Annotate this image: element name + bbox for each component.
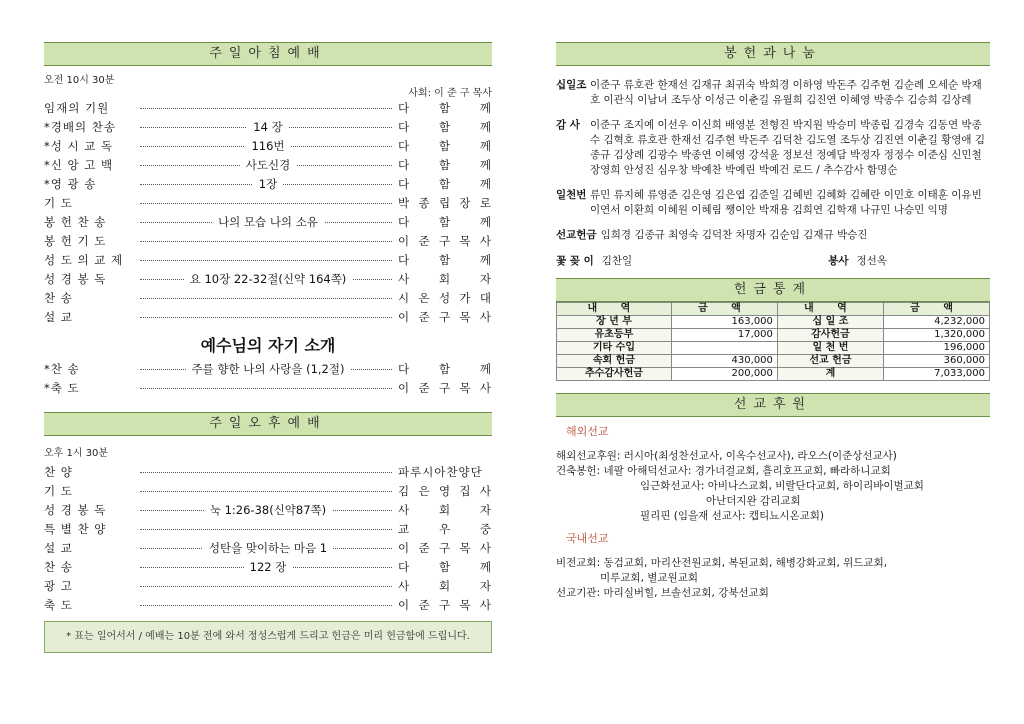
item-cell: 추수감사헌금 bbox=[557, 368, 672, 381]
leader-dots bbox=[140, 586, 392, 587]
order-item bbox=[44, 289, 492, 308]
order-leader: 박 종 립 장 로 bbox=[398, 196, 492, 210]
order-item bbox=[44, 137, 492, 156]
order-item bbox=[44, 194, 492, 213]
service-row bbox=[556, 253, 990, 268]
table-row bbox=[557, 342, 990, 355]
order-detail bbox=[164, 118, 372, 137]
order-item bbox=[44, 270, 492, 289]
order-item bbox=[44, 539, 492, 558]
detail-text: 성탄을 맞이하는 마음 1 bbox=[203, 541, 333, 555]
order-label: *경배의 찬송 bbox=[44, 120, 116, 134]
list-item: 건축봉헌: 네팔 아해덕선교사: 경가너걸교회, 흘리호프교회, 빠라하니교회 bbox=[556, 465, 891, 477]
order-item bbox=[44, 99, 492, 118]
order-label: 봉 헌 찬 송 bbox=[44, 215, 107, 229]
morning-header: 주일아침예배 bbox=[44, 42, 492, 66]
list-item: 필리핀 (임을재 선교사: 캡티뇨시온교회) bbox=[640, 510, 825, 522]
order-leader: 이 준 구 목 사 bbox=[398, 310, 492, 324]
morning-closing-list bbox=[44, 360, 492, 398]
leader-dots bbox=[140, 203, 392, 204]
order-item bbox=[44, 558, 492, 577]
order-detail bbox=[164, 137, 372, 156]
leader-dots bbox=[140, 388, 392, 389]
order-detail bbox=[164, 175, 372, 194]
item-cell: 일 천 번 bbox=[777, 342, 883, 355]
morning-order-list bbox=[44, 99, 492, 327]
flower-label: 꽃 꽂 이 bbox=[556, 255, 594, 267]
order-item bbox=[44, 596, 492, 615]
order-label: 설 교 bbox=[44, 541, 73, 555]
detail-text: 나의 모습 나의 소유 bbox=[212, 215, 324, 229]
order-item bbox=[44, 501, 492, 520]
offering-header: 봉헌과나눔 bbox=[556, 42, 990, 66]
offering-stats-table bbox=[556, 302, 990, 381]
item-cell: 장 년 부 bbox=[557, 316, 672, 329]
serve-value: 정선옥 bbox=[856, 255, 887, 267]
detail-text: 122 장 bbox=[244, 560, 293, 574]
item-cell: 기타 수입 bbox=[557, 342, 672, 355]
order-leader: 교 우 중 bbox=[398, 522, 492, 536]
order-label: 기 도 bbox=[44, 484, 73, 498]
offering-groups bbox=[556, 78, 990, 268]
order-label: *성 시 교 독 bbox=[44, 139, 114, 153]
order-leader: 김 은 영 집 사 bbox=[398, 484, 492, 498]
thousand-group bbox=[556, 188, 990, 218]
table-row bbox=[557, 355, 990, 368]
amount-cell: 4,232,000 bbox=[883, 316, 989, 329]
amount-cell: 1,320,000 bbox=[883, 329, 989, 342]
column-header: 금 액 bbox=[671, 303, 777, 316]
order-item bbox=[44, 175, 492, 194]
morning-time: 오전 10시 30분 bbox=[44, 75, 115, 86]
order-item bbox=[44, 379, 492, 398]
order-label: *축 도 bbox=[44, 381, 80, 395]
item-cell: 속회 헌금 bbox=[557, 355, 672, 368]
order-item bbox=[44, 482, 492, 501]
order-leader: 파루시아찬양단 bbox=[398, 465, 483, 479]
order-item bbox=[44, 463, 492, 482]
order-detail bbox=[164, 501, 372, 520]
item-cell: 계 bbox=[777, 368, 883, 381]
stats-header: 헌금통계 bbox=[556, 278, 990, 302]
order-label: 임재의 기원 bbox=[44, 101, 110, 115]
order-label: 봉 헌 기 도 bbox=[44, 234, 107, 248]
order-leader: 다 함 께 bbox=[398, 215, 492, 229]
detail-text: 눅 1:26-38(신약87쪽) bbox=[204, 503, 332, 517]
order-label: 축 도 bbox=[44, 598, 73, 612]
afternoon-time: 오후 1시 30분 bbox=[44, 448, 109, 459]
order-item bbox=[44, 232, 492, 251]
order-leader: 사 회 자 bbox=[398, 503, 492, 517]
amount-cell: 17,000 bbox=[671, 329, 777, 342]
leader-dots bbox=[140, 472, 392, 473]
amount-cell: 7,033,000 bbox=[883, 368, 989, 381]
order-leader: 다 함 께 bbox=[398, 253, 492, 267]
notice-box: * 표는 일어서서 / 예배는 10분 전에 와서 정성스럽게 드리고 헌금은 미리 헌금함에 드립니다. bbox=[44, 621, 492, 653]
order-label: *영 광 송 bbox=[44, 177, 97, 191]
leader-dots bbox=[140, 108, 392, 109]
order-leader: 다 함 께 bbox=[398, 139, 492, 153]
order-leader: 다 함 께 bbox=[398, 362, 492, 376]
moderator: 사회: 이 준 구 목사 bbox=[408, 88, 492, 99]
leader-dots bbox=[140, 317, 392, 318]
order-item bbox=[44, 308, 492, 327]
sermon-title: 예수님의 자기 소개 bbox=[200, 336, 336, 355]
serve-label: 봉사 bbox=[828, 255, 849, 267]
group-label: 일천번 bbox=[556, 189, 587, 201]
order-detail bbox=[164, 213, 372, 232]
overseas-list bbox=[556, 449, 990, 524]
domestic-list bbox=[556, 556, 990, 601]
afternoon-header: 주일오후예배 bbox=[44, 412, 492, 436]
list-item: 비전교회: 동검교회, 마리산전원교회, 복된교회, 해병강화교회, 위드교회, bbox=[556, 557, 888, 569]
detail-text: 요 10장 22-32절(신약 164쪽) bbox=[184, 272, 353, 286]
order-item bbox=[44, 118, 492, 137]
mission-header: 선교후원 bbox=[556, 393, 990, 417]
order-leader: 이 준 구 목 사 bbox=[398, 541, 492, 555]
flower-value: 김찬일 bbox=[601, 255, 633, 267]
item-cell: 선교 헌금 bbox=[777, 355, 883, 368]
amount-cell: 163,000 bbox=[671, 316, 777, 329]
order-leader: 이 준 구 목 사 bbox=[398, 234, 492, 248]
leader-dots bbox=[140, 529, 392, 530]
order-detail bbox=[164, 360, 372, 379]
list-item: 아난더지완 감리교회 bbox=[706, 495, 801, 507]
order-label: *신 앙 고 백 bbox=[44, 158, 114, 172]
afternoon-order-list bbox=[44, 463, 492, 615]
detail-text: 14 장 bbox=[247, 120, 288, 134]
order-label: 찬 양 bbox=[44, 465, 73, 479]
group-names: 류민 류지혜 류영준 김은영 김은엽 김준일 김혜빈 김혜화 김혜란 이민호 이태훈 이유빈 이연서 이환희 이혜원 이혜림 쨍이안 박재용 김희연 김학재 나규민 나승민 익명 bbox=[590, 189, 982, 216]
detail-text: 116번 bbox=[245, 139, 290, 153]
group-label: 감 사 bbox=[556, 119, 580, 131]
list-item: 임근화선교사: 아비나스교회, 비랄단다교회, 하이리바이벌교회 bbox=[640, 480, 924, 492]
detail-text: 주를 향한 나의 사랑을 (1,2절) bbox=[186, 362, 351, 376]
order-item bbox=[44, 577, 492, 596]
mission-offering-group bbox=[556, 228, 990, 243]
table-row bbox=[557, 368, 990, 381]
order-detail bbox=[164, 270, 372, 289]
order-label: 기 도 bbox=[44, 196, 73, 210]
order-item bbox=[44, 360, 492, 379]
group-label: 십일조 bbox=[556, 79, 587, 91]
order-leader: 이 준 구 목 사 bbox=[398, 598, 492, 612]
group-names: 이준구 류호관 한재선 김재규 최귀숙 박희경 이하영 박돈주 김주현 김순례 오세순 박재호 이관식 이남녀 조두상 이성근 이춘길 유월희 김진연 이혜영 박종수 김승희 김상례 bbox=[590, 79, 982, 106]
amount-cell bbox=[671, 342, 777, 355]
item-cell: 유초등부 bbox=[557, 329, 672, 342]
amount-cell: 200,000 bbox=[671, 368, 777, 381]
order-leader: 다 함 께 bbox=[398, 101, 492, 115]
column-header: 금 액 bbox=[883, 303, 989, 316]
table-header-row bbox=[557, 303, 990, 316]
order-label: 성 경 봉 독 bbox=[44, 272, 107, 286]
right-column bbox=[556, 42, 990, 601]
leader-dots bbox=[140, 491, 392, 492]
order-label: 설 교 bbox=[44, 310, 73, 324]
order-label: 찬 송 bbox=[44, 291, 73, 305]
order-label: 성 경 봉 독 bbox=[44, 503, 107, 517]
table-row bbox=[557, 316, 990, 329]
amount-cell: 430,000 bbox=[671, 355, 777, 368]
item-cell: 감사헌금 bbox=[777, 329, 883, 342]
order-detail bbox=[164, 539, 372, 558]
order-leader: 시 온 성 가 대 bbox=[398, 291, 492, 305]
order-leader: 다 함 께 bbox=[398, 177, 492, 191]
column-header: 내 역 bbox=[557, 303, 672, 316]
thanks-group bbox=[556, 118, 990, 178]
order-label: 성 도 의 교 제 bbox=[44, 253, 124, 267]
order-label: 광 고 bbox=[44, 579, 73, 593]
order-item bbox=[44, 520, 492, 539]
order-item bbox=[44, 251, 492, 270]
order-leader: 다 함 께 bbox=[398, 560, 492, 574]
order-leader: 다 함 께 bbox=[398, 158, 492, 172]
order-label: 찬 송 bbox=[44, 560, 73, 574]
list-item: 선교기관: 마리실버힐, 브솔선교회, 강북선교회 bbox=[556, 587, 769, 599]
leader-dots bbox=[140, 241, 392, 242]
group-names: 이준구 조지예 이선우 이신희 배영분 전형진 박지원 박승미 박종립 김경숙 김동연 박종수 김혁호 류호관 한재선 김주현 박돈주 김덕찬 김도열 조두상 김진연 이춘길 황영애 김종규 김상례 김광수 박종연 이혜영 강석윤 정보선 정예담 박정자 정정수 이준심 신민철 장영희 안성진 심우창 박예찬 박예린 박예건 로드 / 추수감사 함명순 bbox=[590, 119, 986, 176]
tithe-group bbox=[556, 78, 990, 108]
left-column bbox=[44, 42, 492, 653]
group-label: 선교헌금 bbox=[556, 229, 597, 241]
order-leader: 사 회 자 bbox=[398, 579, 492, 593]
leader-dots bbox=[140, 605, 392, 606]
detail-text: 1장 bbox=[253, 177, 283, 191]
table-row bbox=[557, 329, 990, 342]
detail-text: 사도신경 bbox=[240, 158, 296, 172]
order-leader: 사 회 자 bbox=[398, 272, 492, 286]
overseas-title: 해외선교 bbox=[566, 425, 609, 438]
item-cell: 십 일 조 bbox=[777, 316, 883, 329]
amount-cell: 360,000 bbox=[883, 355, 989, 368]
order-leader: 이 준 구 목 사 bbox=[398, 381, 492, 395]
amount-cell: 196,000 bbox=[883, 342, 989, 355]
column-header: 내 역 bbox=[777, 303, 883, 316]
order-leader: 다 함 께 bbox=[398, 120, 492, 134]
list-item: 해외선교후원: 러시아(최성찬선교사, 이옥수선교사), 라오스(이준상선교사) bbox=[556, 450, 897, 462]
order-item bbox=[44, 156, 492, 175]
order-detail bbox=[164, 558, 372, 577]
leader-dots bbox=[140, 260, 392, 261]
group-names: 임희경 김종규 최영숙 김덕찬 차명자 김순임 김재규 박승진 bbox=[600, 229, 868, 241]
order-detail bbox=[164, 156, 372, 175]
domestic-title: 국내선교 bbox=[566, 532, 609, 545]
leader-dots bbox=[140, 298, 392, 299]
order-label: 특 별 찬 양 bbox=[44, 522, 107, 536]
order-label: *찬 송 bbox=[44, 362, 80, 376]
order-item bbox=[44, 213, 492, 232]
list-item: 미루교회, 별교원교회 bbox=[600, 572, 698, 584]
